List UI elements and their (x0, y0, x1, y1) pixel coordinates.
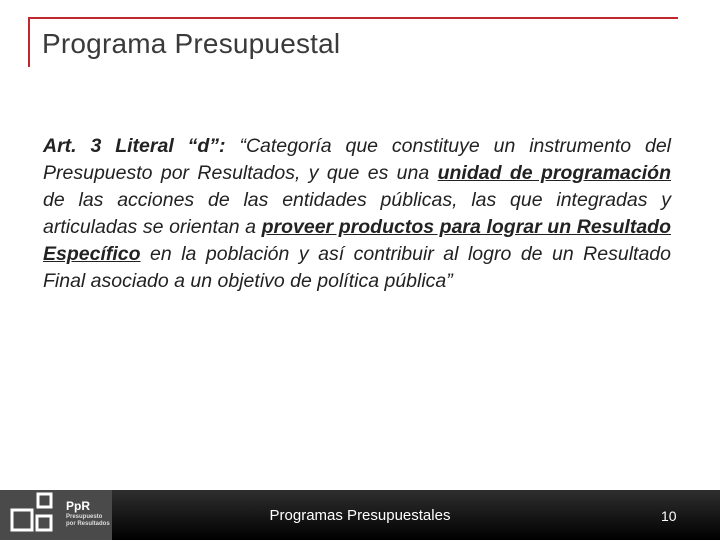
body-text-part-3: en la población y así contribuir al logro de un Resultado Final asociado a un objetivo de política pública” (43, 243, 671, 292)
underlined-phrase-1: unidad de programación (437, 162, 671, 184)
title-frame-left-line (28, 17, 30, 67)
page-number: 10 (661, 508, 677, 524)
article-reference: Art. 3 Literal “d”: (43, 135, 226, 157)
footer-bar (0, 490, 720, 540)
title-frame-top-line (28, 17, 678, 19)
body-paragraph (43, 133, 671, 295)
logo-title: PpR (66, 499, 90, 513)
slide-title: Programa Presupuestal (42, 28, 341, 59)
body-text-part-2: de las acciones de las entidades públicas, las que integradas y articuladas se orientan a (43, 189, 671, 238)
underlined-phrase-2: proveer productos para lograr un Resultado Específico (43, 216, 671, 265)
body-text-part-1: “Categoría que constituye un instrumento del Presupuesto por Resultados, y que es una (43, 135, 672, 184)
logo-subtitle: Presupuesto por Resultados (66, 514, 110, 527)
footer-caption: Programas Presupuestales (269, 507, 451, 524)
